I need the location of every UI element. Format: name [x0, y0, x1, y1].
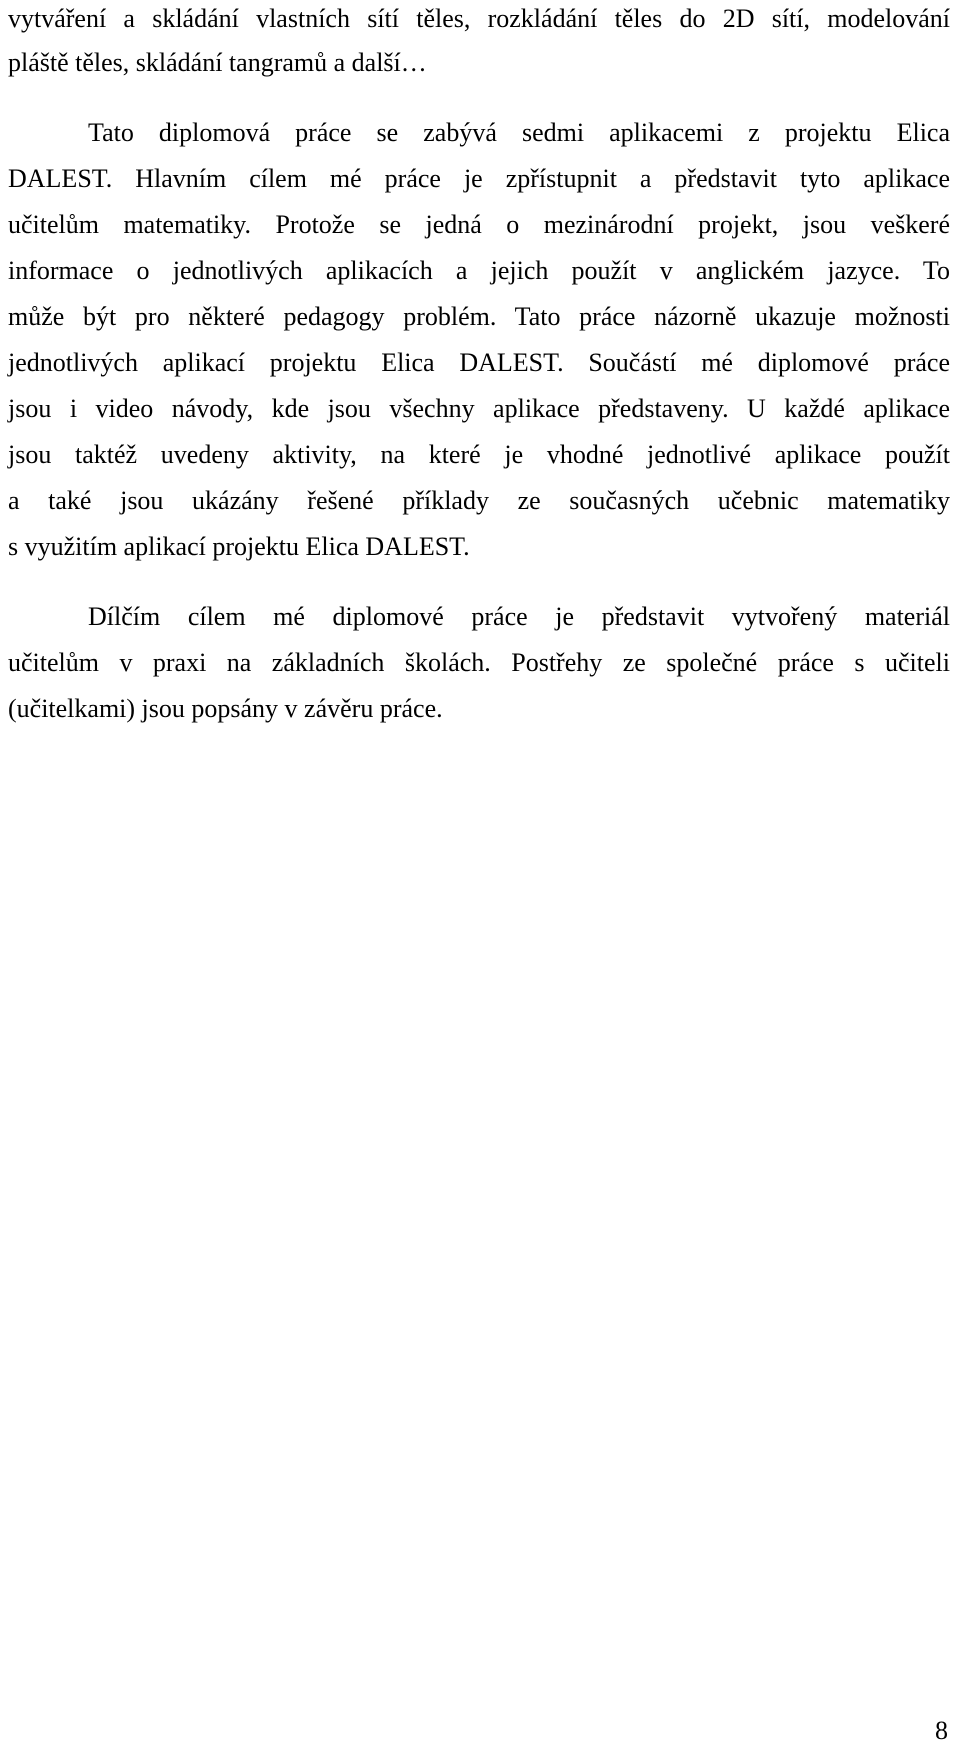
paragraph-line: DALEST. Hlavním cílem mé práce je zpřístupnit a představit tyto aplikace: [8, 164, 950, 193]
paragraph-line: vytváření a skládání vlastních sítí těles, rozkládání těles do 2D sítí, modelování: [8, 4, 950, 33]
paragraph-line: učitelům v praxi na základních školách. Postřehy ze společné práce s učiteli: [8, 648, 950, 677]
paragraph-line: učitelům matematiky. Protože se jedná o mezinárodní projekt, jsou veškeré: [8, 210, 950, 239]
paragraph-line: jsou i video návody, kde jsou všechny aplikace představeny. U každé aplikace: [8, 394, 950, 423]
paragraph-line: s využitím aplikací projektu Elica DALEST.: [8, 532, 470, 561]
paragraph-line: jsou taktéž uvedeny aktivity, na které je vhodné jednotlivé aplikace použít: [8, 440, 950, 469]
paragraph-line: informace o jednotlivých aplikacích a jejich použít v anglickém jazyce. To: [8, 256, 950, 285]
paragraph-line: a také jsou ukázány řešené příklady ze současných učebnic matematiky: [8, 486, 950, 515]
paragraph-line: může být pro některé pedagogy problém. Tato práce názorně ukazuje možnosti: [8, 302, 950, 331]
page-number: 8: [935, 1716, 948, 1745]
paragraph-line: Tato diplomová práce se zabývá sedmi aplikacemi z projektu Elica: [88, 118, 950, 147]
paragraph-line: pláště těles, skládání tangramů a další…: [8, 48, 427, 77]
paragraph-line: Dílčím cílem mé diplomové práce je představit vytvořený materiál: [88, 602, 950, 631]
paragraph-line: (učitelkami) jsou popsány v závěru práce.: [8, 694, 443, 723]
paragraph-line: jednotlivých aplikací projektu Elica DALEST. Součástí mé diplomové práce: [8, 348, 950, 377]
